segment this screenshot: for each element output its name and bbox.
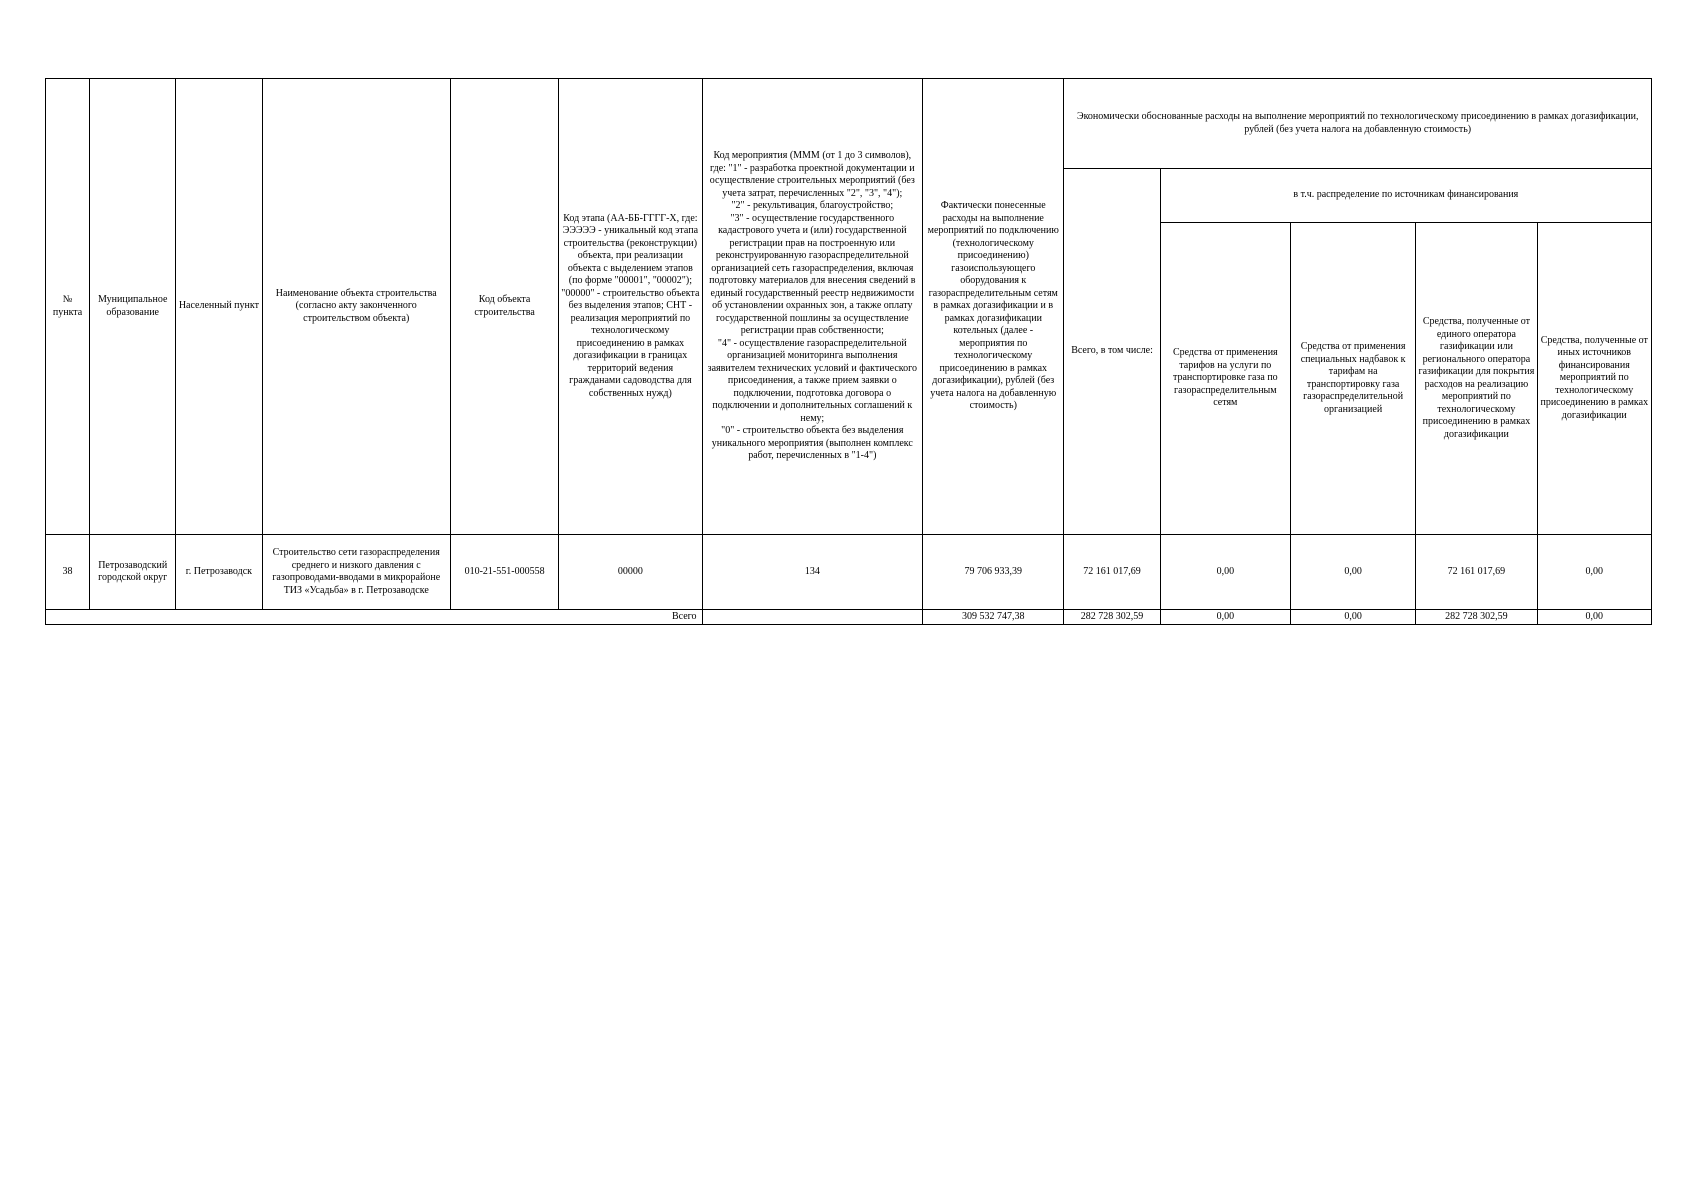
cell-municipality: Петрозаводский городской округ xyxy=(90,535,176,610)
totals-row xyxy=(46,610,1652,625)
cell-source-operator: 72 161 017,69 xyxy=(1416,535,1537,610)
cell-source-tariffs: 0,00 xyxy=(1160,535,1290,610)
header-actual-expenses: Фактически понесенные расходы на выполнение мероприятий по подключению (технологическому присоединению) газоиспользующего оборудования к газораспределительным сетям в рамках догазификации и в рамках догазификации котельных (далее - мероприятия по технологическому присоединению в рамках догазификации), рублей (без учета налога на добавленную стоимость) xyxy=(923,79,1064,535)
header-object-code: Код объекта строительства xyxy=(450,79,558,535)
header-economic-expenses: Экономически обоснованные расходы на выполнение мероприятий по технологическому присоединению в рамках догазификации, рублей (без учета налога на добавленную стоимость) xyxy=(1064,79,1652,169)
header-source-other: Средства, полученные от иных источников финансирования мероприятий по технологическому присоединению в рамках догазификации xyxy=(1537,223,1651,535)
totals-source-tariffs: 0,00 xyxy=(1160,610,1290,625)
header-num: № пункта xyxy=(46,79,90,535)
cell-num: 38 xyxy=(46,535,90,610)
totals-label: Всего xyxy=(46,610,703,625)
header-total-including: Всего, в том числе: xyxy=(1064,169,1160,535)
header-object-name: Наименование объекта строительства (согласно акту законченного строительством объекта) xyxy=(262,79,450,535)
totals-source-other: 0,00 xyxy=(1537,610,1651,625)
cell-source-surcharges: 0,00 xyxy=(1290,535,1415,610)
cell-source-other: 0,00 xyxy=(1537,535,1651,610)
header-stage-code: Код этапа (АА-ББ-ГГГГ-Х, где: ЭЭЭЭЭ - уникальный код этапа строительства (реконструкции) объекта, при реализации объекта с выделением этапов (по форме "00001", "00002"); "00000" - строительство объекта без выделения этапов; СНТ - реализация мероприятий по технологическому присоединению в рамках догазификации в границах территорий ведения гражданами садоводства для собственных нужд) xyxy=(559,79,702,535)
totals-actual-expenses: 309 532 747,38 xyxy=(923,610,1064,625)
cell-actual-expenses: 79 706 933,39 xyxy=(923,535,1064,610)
dogazification-expenses-table xyxy=(45,78,1652,625)
totals-event-code xyxy=(702,610,923,625)
cell-object-name: Строительство сети газораспределения среднего и низкого давления с газопроводами-вводами в микрорайоне ТИЗ «Усадьба» в г. Петрозаводске xyxy=(262,535,450,610)
cell-stage-code: 00000 xyxy=(559,535,702,610)
header-event-code: Код мероприятия (МММ (от 1 до 3 символов), где: "1" - разработка проектной документации и осуществление строительных мероприятий (без учета затрат, перечисленных "2", "3", "4"); "2" - рекультивация, благоустройство; "3" - осуществление государственного кадастрового учета и (или) государственной регистрации прав на построенную или реконструированную газораспределительной организацией сеть газораспределения, включая подготовку материалов для внесения сведений в единый государственный реестр недвижимости об установлении охранных зон, а также оплату государственной пошлины за осуществление регистрации прав собственности; "4" - осуществление газораспределительной организацией мониторинга выполнения заявителем технических условий и фактического присоединения, а также прием заявки о подключении, подготовка договора о подключении и дополнительных соглашений к нему; "0" - строительство объекта без выделения уникального мероприятия (выполнен комплекс работ, перечисленных в "1-4") xyxy=(702,79,923,535)
header-source-surcharges: Средства от применения специальных надбавок к тарифам на транспортировку газа газораспределительной организацией xyxy=(1290,223,1415,535)
cell-total: 72 161 017,69 xyxy=(1064,535,1160,610)
totals-total: 282 728 302,59 xyxy=(1064,610,1160,625)
totals-source-surcharges: 0,00 xyxy=(1290,610,1415,625)
header-source-tariffs: Средства от применения тарифов на услуги по транспортировке газа по газораспределительным сетям xyxy=(1160,223,1290,535)
totals-source-operator: 282 728 302,59 xyxy=(1416,610,1537,625)
cell-object-code: 010-21-551-000558 xyxy=(450,535,558,610)
header-settlement: Населенный пункт xyxy=(176,79,262,535)
header-source-operator: Средства, полученные от единого оператора газификации или регионального оператора газификации для покрытия расходов на реализацию мероприятий по технологическому присоединению в рамках догазификации xyxy=(1416,223,1537,535)
header-municipality: Муниципальное образование xyxy=(90,79,176,535)
cell-event-code: 134 xyxy=(702,535,923,610)
cell-settlement: г. Петрозаводск xyxy=(176,535,262,610)
header-distribution: в т.ч. распределение по источникам финансирования xyxy=(1160,169,1651,223)
table-row xyxy=(46,535,1652,610)
